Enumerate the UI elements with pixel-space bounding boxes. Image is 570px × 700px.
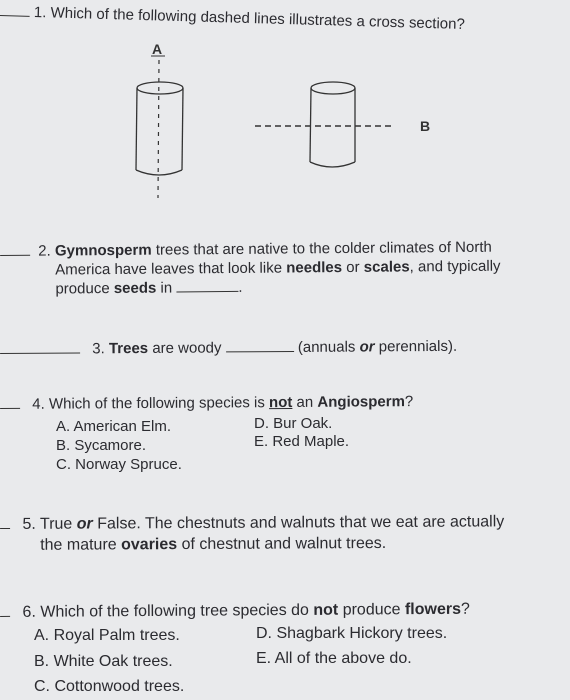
question-6-bold-flowers: flowers (404, 600, 462, 619)
question-6-option-e[interactable]: E. All of the above do. (256, 650, 412, 667)
question-3-number: 3. (92, 340, 105, 358)
question-2-end: . (238, 278, 243, 296)
question-3-text-3: perennials). (374, 337, 458, 356)
question-6-bold-not: not (313, 601, 339, 619)
question-4-bold-angiosperm: Angiosperm (317, 393, 405, 411)
cross-section-diagram (0, 30, 570, 230)
question-2-bold-scales: scales (363, 258, 410, 276)
question-3-text-1: are woody (148, 339, 222, 357)
question-5-text-1: True (39, 515, 77, 533)
question-4-number: 4. (32, 395, 45, 413)
question-2-bold-seeds: seeds (113, 279, 157, 298)
question-5-or: or (76, 515, 93, 533)
label-a: A (152, 41, 163, 57)
question-6-text-2: produce (338, 601, 405, 619)
answer-blank-3-inline[interactable] (226, 351, 294, 352)
answer-blank-6[interactable] (0, 616, 10, 617)
question-4-bold-not: not (268, 393, 293, 412)
answer-blank-2-inline[interactable] (176, 291, 238, 293)
question-2-text-4: , and typically (409, 257, 501, 276)
answer-blank-1[interactable] (0, 15, 30, 17)
question-2-text-2: America have leaves that look like (55, 259, 287, 279)
question-4-option-d[interactable]: D. Bur Oak. (254, 415, 333, 432)
question-6-text-3: ? (460, 600, 470, 618)
question-1-text: Which of the following dashed lines illustrates a cross section? (50, 4, 466, 33)
question-6-option-b[interactable]: B. White Oak trees. (34, 653, 173, 670)
question-3-bold-trees: Trees (108, 339, 149, 358)
question-1-number: 1. (33, 3, 47, 22)
question-6-option-d[interactable]: D. Shagbark Hickory trees. (256, 625, 448, 642)
question-4-text-2: an (292, 393, 318, 411)
question-4 (0, 392, 413, 414)
answer-blank-4[interactable] (0, 408, 20, 409)
answer-blank-2[interactable] (0, 255, 30, 256)
question-2-bold-needles: needles (286, 259, 343, 277)
question-6-text-1: Which of the following tree species do (40, 601, 314, 621)
question-5-bold-ovaries: ovaries (121, 536, 178, 554)
cylinder-right (310, 82, 355, 167)
vertical-dashed-line (158, 60, 159, 198)
question-2 (0, 238, 501, 299)
question-6-option-a[interactable]: A. Royal Palm trees. (34, 627, 180, 644)
question-5-number: 5. (22, 515, 36, 533)
answer-blank-3[interactable] (0, 352, 80, 354)
question-2-text-3: or (341, 258, 364, 277)
question-6-option-c[interactable]: C. Cottonwood trees. (34, 678, 185, 695)
question-3-text-2: (annuals (297, 338, 360, 356)
question-4-text-3: ? (404, 393, 414, 411)
question-4-option-e[interactable]: E. Red Maple. (254, 433, 350, 450)
question-3 (0, 337, 457, 359)
question-4-option-c[interactable]: C. Norway Spruce. (56, 456, 182, 473)
question-4-option-b[interactable]: B. Sycamore. (56, 437, 147, 454)
answer-blank-5[interactable] (0, 528, 10, 529)
question-3-bold-or: or (359, 338, 375, 356)
question-5-text-3: the mature (40, 536, 122, 554)
question-2-text-6: in (156, 279, 173, 297)
question-5-text-4: of chestnut and walnut trees. (177, 534, 387, 554)
question-2-bold-gymnosperm: Gymnosperm (54, 241, 152, 260)
question-6-number: 6. (22, 603, 36, 621)
question-2-number: 2. (38, 242, 51, 260)
cylinder-left (136, 82, 183, 175)
label-b: B (420, 118, 431, 134)
question-5 (0, 511, 504, 556)
question-2-text-5: produce (55, 280, 114, 298)
question-2-text-1: trees that are native to the colder climates of North (151, 238, 492, 259)
question-4-option-a[interactable]: A. American Elm. (56, 418, 172, 435)
question-6 (0, 599, 470, 623)
question-5-text-2: False. The chestnuts and walnuts that we eat are actually (92, 513, 505, 533)
question-4-text-1: Which of the following species is (48, 394, 270, 413)
